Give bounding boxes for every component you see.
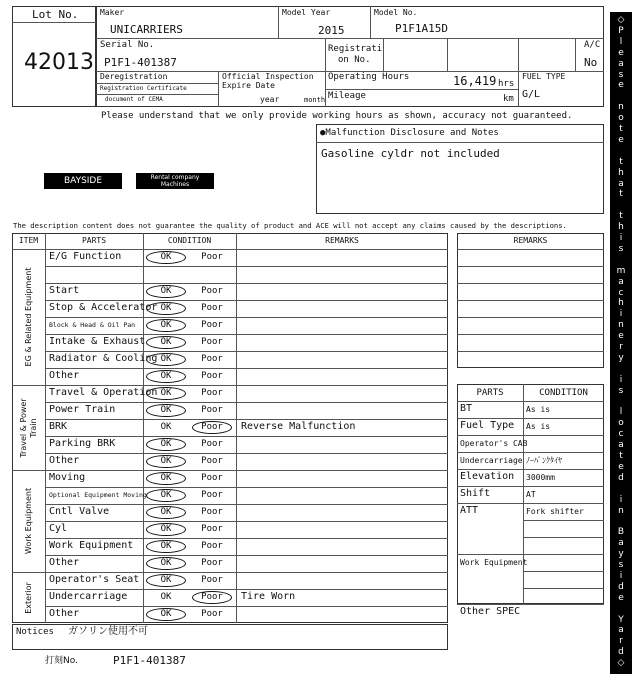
side-note-char: h: [618, 167, 624, 178]
lot-label: Lot No.: [32, 8, 79, 21]
side-note-char: e: [618, 461, 624, 472]
side-note-char: l: [619, 407, 623, 418]
poor-option[interactable]: Poor: [201, 558, 223, 568]
ok-option[interactable]: OK: [160, 541, 172, 551]
group-label-2: Train: [28, 417, 38, 438]
selected-condition-oval: [146, 506, 186, 519]
side-note-char: a: [618, 276, 624, 287]
side-note-char: i: [619, 494, 623, 505]
ok-option[interactable]: OK: [160, 490, 172, 500]
row-part-label: Operator's Seat: [49, 574, 140, 585]
side-note-char: y: [618, 549, 624, 560]
serial-value: P1F1-401387: [104, 56, 177, 69]
selected-condition-oval: [146, 523, 186, 536]
selected-condition-oval: [146, 438, 186, 451]
row-remark: Reverse Malfunction: [241, 421, 356, 432]
selected-condition-oval: [146, 302, 186, 315]
poor-option[interactable]: Poor: [201, 252, 223, 262]
side-note-char: o: [618, 113, 624, 124]
header-remarks: REMARKS: [325, 236, 359, 245]
poor-option[interactable]: Poor: [201, 473, 223, 483]
spec-part-label: Other SPEC: [460, 606, 521, 617]
selected-condition-oval: [146, 608, 186, 621]
row-part-label: Undercarriage: [49, 591, 128, 602]
ok-option[interactable]: OK: [160, 575, 172, 585]
side-note-char: l: [619, 36, 623, 47]
poor-option[interactable]: Poor: [201, 354, 223, 364]
registration-label-2: on No.: [338, 55, 371, 65]
selected-condition-oval: [146, 251, 186, 264]
selected-condition-oval: [146, 472, 186, 485]
selected-condition-oval: [146, 353, 186, 366]
row-part-label: Start: [49, 285, 80, 296]
registration-certificate-label: Registration Certificate: [100, 85, 187, 92]
selected-condition-oval: [146, 404, 186, 417]
side-note-char: t: [619, 124, 623, 134]
poor-option[interactable]: Poor: [201, 507, 223, 517]
row-part-label: Cntl Valve: [49, 506, 110, 517]
poor-option[interactable]: Poor: [201, 541, 223, 551]
side-note-char: t: [619, 211, 623, 222]
fuel-type-value: G/L: [522, 89, 541, 100]
header-item: ITEM: [18, 236, 39, 245]
side-note-char: n: [618, 320, 624, 331]
poor-option[interactable]: Poor: [201, 609, 223, 619]
malfunction-title: ●Malfunction Disclosure and Notes: [320, 128, 499, 138]
side-note-char: n: [618, 102, 624, 113]
group-label: EG & Related Equipment: [23, 267, 33, 367]
ok-option[interactable]: OK: [160, 388, 172, 398]
header-parts: PARTS: [81, 236, 107, 245]
mileage-label: Mileage: [328, 91, 366, 101]
group-label: Exterior: [23, 581, 33, 614]
operating-hours-value: 16,419: [453, 74, 497, 88]
row-part-label: Moving: [49, 472, 86, 483]
row-part-label: Power Train: [49, 404, 116, 415]
side-note-char: s: [618, 243, 624, 254]
month-label: month: [304, 96, 326, 104]
poor-option[interactable]: Poor: [201, 575, 223, 585]
side-note-char: ◇: [617, 15, 625, 25]
side-note-char: a: [618, 440, 624, 451]
selected-condition-oval: [146, 285, 186, 298]
ok-option[interactable]: OK: [160, 456, 172, 466]
model-year-label: Model Year: [282, 8, 331, 17]
stamp-value: P1F1-401387: [113, 654, 186, 667]
poor-option[interactable]: Poor: [201, 405, 223, 415]
side-note-char: a: [618, 58, 624, 69]
maker-value: UNICARRIERS: [110, 23, 183, 36]
row-part-label: Travel & Operation: [49, 387, 158, 398]
row-part-label: Other: [49, 455, 80, 466]
side-note-char: P: [618, 25, 624, 36]
official-inspection-label: Official Inspection: [222, 72, 314, 81]
side-note-char: s: [618, 385, 624, 396]
side-note-char: r: [619, 342, 623, 352]
row-part-label: Stop & Accelerator: [49, 302, 158, 313]
hrs-unit: hrs: [498, 79, 515, 89]
row-part-label: Optional Equipment Moving: [49, 491, 147, 499]
side-note-char: i: [619, 570, 623, 581]
selected-condition-oval: [146, 540, 186, 553]
selected-condition-oval: [146, 557, 186, 570]
side-note-char: e: [618, 80, 624, 91]
poor-option[interactable]: Poor: [201, 303, 223, 313]
ac-label: A/C: [584, 40, 601, 50]
poor-option[interactable]: Poor: [201, 456, 223, 466]
poor-option[interactable]: Poor: [201, 422, 223, 432]
side-note-char: a: [618, 625, 624, 636]
ok-option[interactable]: OK: [160, 473, 172, 483]
selected-condition-oval: [192, 421, 232, 434]
spec-condition-header: CONDITION: [539, 388, 588, 398]
spec-parts-header: PARTS: [476, 388, 504, 398]
row-part-label: Radiator & Cooling: [49, 353, 158, 364]
side-note-char: t: [619, 189, 623, 200]
spec-part-label: Shift: [460, 488, 491, 499]
side-note-char: Y: [618, 614, 624, 625]
spec-part-label: Elevation: [460, 471, 515, 482]
ok-option[interactable]: OK: [160, 439, 172, 449]
row-part-label: E/G Function: [49, 251, 122, 262]
poor-option[interactable]: Poor: [201, 337, 223, 347]
ok-option[interactable]: OK: [160, 422, 172, 432]
side-note-char: m: [616, 265, 626, 276]
side-note-char: i: [619, 233, 623, 243]
side-note-char: h: [618, 298, 624, 309]
spec-part-label: Work Equipment: [460, 558, 528, 567]
side-note-char: c: [618, 287, 624, 298]
side-note-char: r: [619, 636, 623, 647]
side-note-char: h: [618, 222, 624, 233]
row-part-label: Parking BRK: [49, 438, 116, 449]
maker-label: Maker: [100, 8, 125, 17]
side-note-char: s: [618, 560, 624, 570]
side-note-char: a: [618, 178, 624, 189]
spec-part-label: Fuel Type: [460, 420, 515, 431]
expire-date-label: Expire Date: [222, 81, 275, 90]
spec-condition-value: As is: [526, 422, 551, 431]
selected-condition-oval: [146, 319, 186, 332]
model-no-label: Model No.: [374, 8, 418, 17]
side-note-strip: [610, 12, 632, 674]
poor-option[interactable]: Poor: [201, 388, 223, 398]
ac-value: No: [584, 56, 598, 69]
side-note-char: e: [618, 47, 624, 58]
selected-condition-oval: [192, 591, 232, 604]
spec-part-label: ATT: [460, 505, 479, 516]
side-note-char: n: [618, 505, 624, 516]
spec-part-label: BT: [460, 403, 473, 414]
side-note-char: B: [617, 527, 625, 538]
poor-option[interactable]: Poor: [201, 439, 223, 449]
fuel-type-label: FUEL TYPE: [522, 72, 566, 81]
poor-option[interactable]: Poor: [201, 592, 223, 602]
lot-number: 42013: [24, 50, 94, 75]
row-part-label: Other: [49, 557, 80, 568]
poor-option[interactable]: Poor: [201, 320, 223, 330]
model-no-value: P1F1A15D: [395, 22, 448, 35]
header-condition: CONDITION: [167, 236, 212, 245]
side-note-char: e: [618, 331, 624, 342]
ok-option[interactable]: OK: [160, 252, 172, 262]
side-note-char: e: [618, 592, 624, 603]
selected-condition-oval: [146, 387, 186, 400]
notices-label: Notices: [16, 627, 54, 637]
side-note-char: a: [618, 538, 624, 549]
selected-condition-oval: [146, 574, 186, 587]
ok-option[interactable]: OK: [160, 337, 172, 347]
row-part-label: Block & Head & Oil Pan: [49, 321, 136, 329]
poor-option[interactable]: Poor: [201, 286, 223, 296]
stamp-label: 打刻No.: [45, 656, 78, 666]
ok-option[interactable]: OK: [160, 592, 172, 602]
bayside-badge: BAYSIDE: [44, 173, 122, 189]
cema-label: document of CEMA: [105, 96, 163, 103]
row-part-label: Intake & Exhaust: [49, 336, 146, 347]
group-label: Work Equipment: [23, 487, 33, 555]
side-note-char: d: [618, 472, 624, 483]
spec-condition-value: 3000mm: [526, 473, 555, 482]
km-unit: km: [503, 94, 514, 104]
ok-option[interactable]: OK: [160, 320, 172, 330]
poor-option[interactable]: Poor: [201, 524, 223, 534]
ok-option[interactable]: OK: [160, 524, 172, 534]
deregistration-label: Deregistration: [100, 72, 168, 81]
hours-note: Please understand that we only provide working hours as shown, accuracy not guaranteed.: [101, 111, 573, 121]
row-part-label: BRK: [49, 421, 68, 432]
poor-option[interactable]: Poor: [201, 490, 223, 500]
spec-condition-value: AT: [526, 490, 536, 499]
selected-condition-oval: [146, 370, 186, 383]
spec-condition-value: Fork shifter: [526, 507, 584, 516]
poor-option[interactable]: Poor: [201, 371, 223, 381]
side-note-char: d: [618, 581, 624, 592]
ok-option[interactable]: OK: [160, 558, 172, 568]
spec-part-label: Operator's CAB: [460, 439, 528, 448]
spec-condition-value: ﾉｰﾊﾟﾝｸﾀｲﾔ: [526, 456, 562, 465]
row-part-label: Other: [49, 608, 80, 619]
spec-condition-value: As is: [526, 405, 551, 414]
side-note-char: t: [619, 451, 623, 461]
registration-label: Registrati: [328, 44, 383, 54]
side-note-char: o: [618, 418, 624, 429]
operating-hours-label: Operating Hours: [328, 72, 410, 82]
side-note-char: i: [619, 309, 623, 320]
row-part-label: Cyl: [49, 523, 68, 534]
ok-option[interactable]: OK: [160, 354, 172, 364]
side-note-char: i: [619, 374, 623, 385]
serial-label: Serial No.: [100, 40, 155, 50]
side-note-char: y: [618, 352, 624, 363]
model-year-value: 2015: [318, 24, 345, 37]
malfunction-text: Gasoline cyldr not included: [321, 147, 500, 160]
spec-part-label: Undercarriage: [460, 456, 523, 465]
side-note-char: e: [618, 134, 624, 145]
ok-option[interactable]: OK: [160, 507, 172, 517]
year-label: year: [260, 95, 280, 104]
selected-condition-oval: [146, 336, 186, 349]
side-note-char: s: [618, 69, 624, 80]
ok-option[interactable]: OK: [160, 371, 172, 381]
ok-option[interactable]: OK: [160, 609, 172, 619]
ok-option[interactable]: OK: [160, 286, 172, 296]
row-part-label: Other: [49, 370, 80, 381]
side-note-char: ◇: [617, 658, 625, 669]
side-note-char: d: [618, 647, 624, 658]
selected-condition-oval: [146, 489, 186, 502]
row-part-label: Work Equipment: [49, 540, 134, 551]
group-label: Travel & Power: [18, 397, 28, 458]
side-note-char: c: [618, 429, 624, 440]
notices-value: ガソリン使用不可: [68, 626, 148, 637]
right-remarks-header: REMARKS: [513, 236, 548, 245]
ok-option[interactable]: OK: [160, 303, 172, 313]
disclaimer: The description content does not guarantee the quality of product and ACE will not accept any claims caused by the descriptions.: [13, 221, 567, 230]
side-note-char: t: [619, 156, 623, 167]
row-remark: Tire Worn: [241, 591, 296, 602]
selected-condition-oval: [146, 455, 186, 468]
rental-badge: Rental company Machines: [136, 173, 214, 189]
ok-option[interactable]: OK: [160, 405, 172, 415]
